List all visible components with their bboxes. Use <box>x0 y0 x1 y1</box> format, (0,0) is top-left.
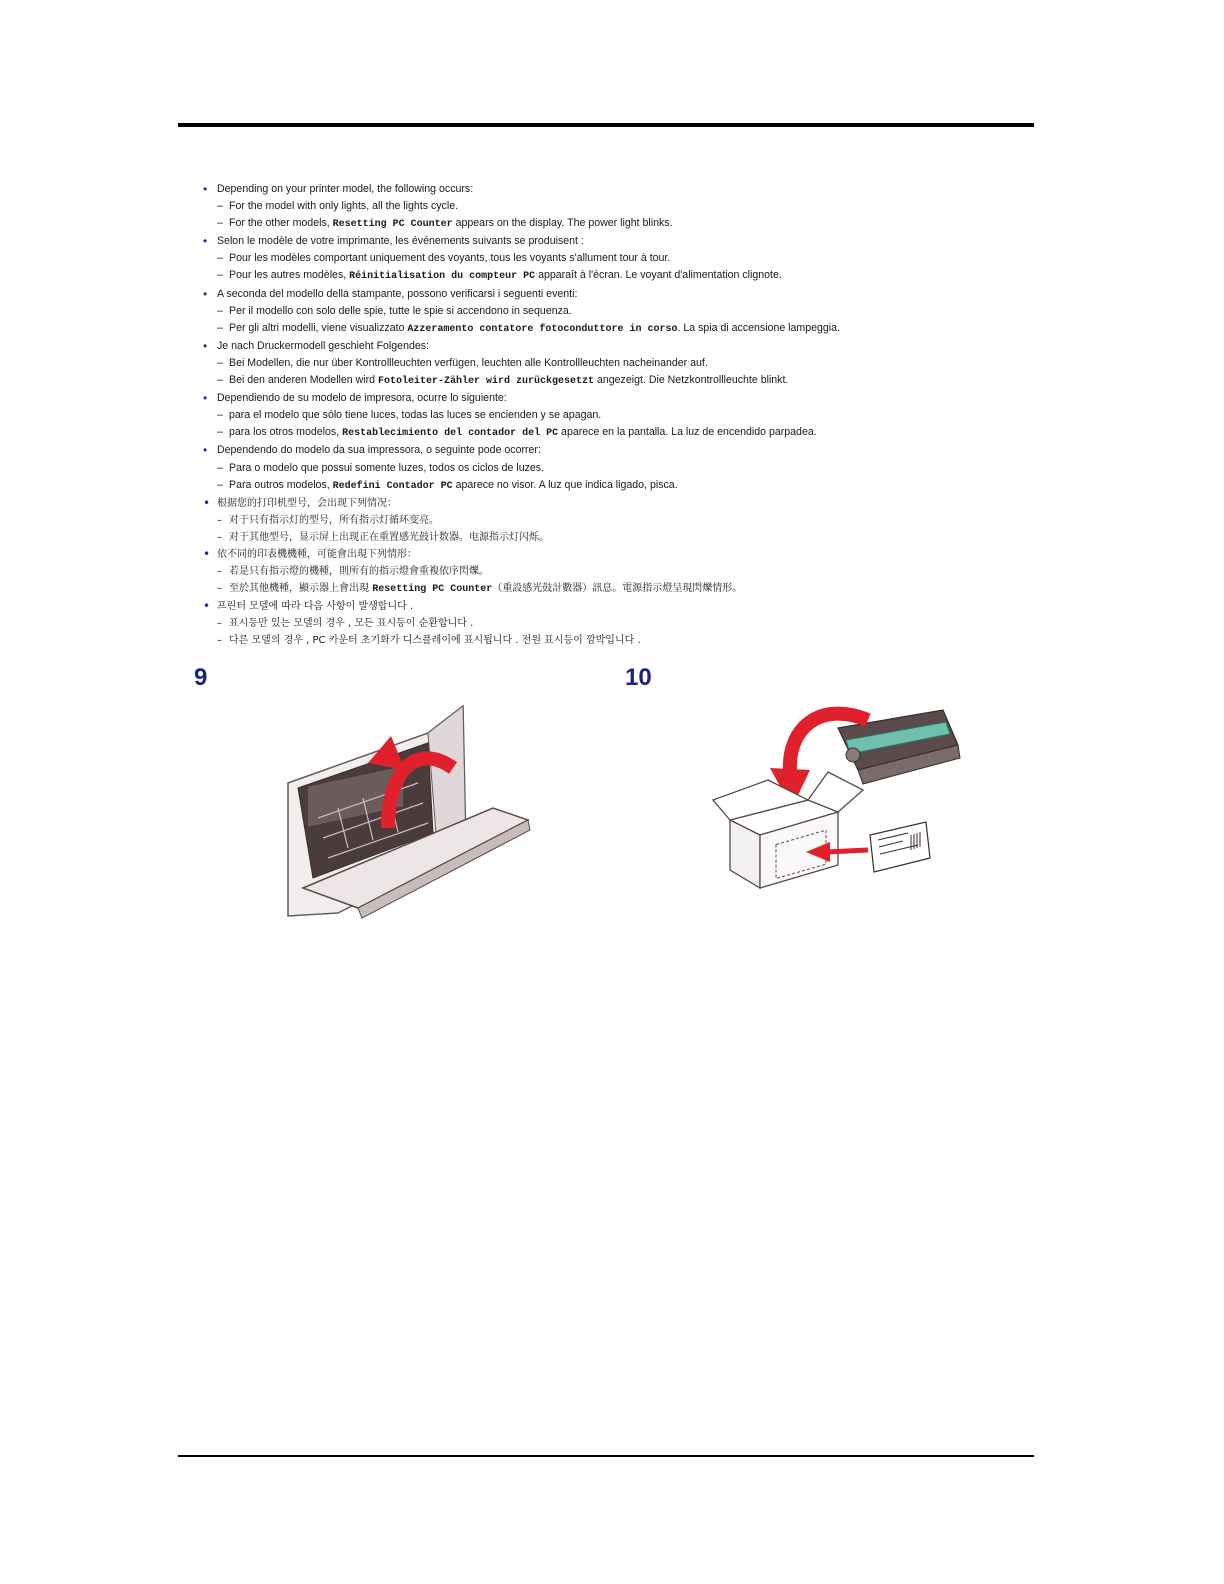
sub-item <box>203 215 1023 233</box>
sub-item <box>203 615 1023 632</box>
bullet-text: Dependiendo de su modelo de impresora, ocurre lo siguiente: <box>217 392 507 405</box>
sub-text: Bei den anderen Modellen wird <box>229 374 378 387</box>
bullet-item <box>203 286 1023 303</box>
sub-text: Bei Modellen, die nur über Kontrollleuchten verfügen, leuchten alle Kontrollleuchten nacheinander auf. <box>229 356 708 369</box>
sub-text: para el modelo que sólo tiene luces, todas las luces se encienden y se apagan. <box>229 409 602 422</box>
sub-text: Per il modello con solo delle spie, tutte le spie si accendono in sequenza. <box>229 304 572 317</box>
display-message: Restablecimiento del contador del PC <box>342 428 559 440</box>
sub-text: apparaît à l'écran. Le voyant d'alimentation clignote. <box>535 269 782 282</box>
display-message: Resetting PC Counter <box>332 219 453 231</box>
display-message: Redefini Contador PC <box>332 480 453 492</box>
sub-text: For the model with only lights, all the lights cycle. <box>229 200 459 213</box>
sub-item <box>203 407 1023 424</box>
bullet-text: Je nach Druckermodell geschieht Folgendes: <box>217 339 429 352</box>
bullet-item <box>203 598 1023 615</box>
bullet-item <box>203 546 1023 563</box>
bullet-text: Dependendo do modelo da sua impressora, o seguinte pode ocorrer: <box>217 444 541 457</box>
sub-item <box>203 424 1023 442</box>
sub-text: aparece no visor. A luz que indica ligado, pisca. <box>452 478 678 491</box>
sub-text: 至於其他機種，顯示器上會出現 <box>229 583 373 595</box>
sub-text: （重設感光鼓計數器）訊息。電源指示燈呈現閃爍情形。 <box>492 583 743 595</box>
sub-text: angezeigt. Die Netzkontrollleuchte blinkt. <box>594 374 789 387</box>
sub-text: 若是只有指示燈的機種，則所有的指示燈會重複依序閃爍。 <box>229 566 489 578</box>
bullet-text: Depending on your printer model, the following occurs: <box>217 183 474 195</box>
sub-text: Pour les modèles comportant uniquement des voyants, tous les voyants s'allument tour à tour. <box>229 252 671 265</box>
bullet-text: 根据您的打印机型号，会出现下列情况： <box>217 497 397 509</box>
step-number-10: 10 <box>625 664 652 691</box>
sub-item <box>203 355 1023 372</box>
printer-open-door-illustration <box>278 698 538 923</box>
display-message: Réinitialisation du compteur PC <box>349 271 536 283</box>
sub-item <box>203 460 1023 477</box>
bullet-text: 프린터 모델에 따라 다음 사항이 발생합니다 . <box>217 601 414 613</box>
sub-text: para los otros modelos, <box>229 426 343 439</box>
sub-item <box>203 529 1023 546</box>
top-rule <box>178 123 1034 127</box>
sub-text: 표시등만 있는 모델의 경우 , 모든 표시등이 순환합니다 . <box>229 618 474 630</box>
step-number-9: 9 <box>194 664 208 691</box>
return-package-illustration <box>708 700 968 895</box>
sub-text: appears on the display. The power light blinks. <box>452 217 673 230</box>
sub-item <box>203 267 1023 285</box>
sub-item <box>203 563 1023 580</box>
bullet-text: Selon le modèle de votre imprimante, les événements suivants se produisent : <box>217 235 584 248</box>
sub-text: Pour les autres modèles, <box>229 269 350 282</box>
sub-text: Per gli altri modelli, viene visualizzato <box>229 321 408 334</box>
bullet-item <box>203 390 1023 407</box>
sub-item <box>203 372 1023 390</box>
sub-text: . La spia di accensione lampeggia. <box>677 321 840 334</box>
sub-item <box>203 632 1023 649</box>
sub-text: Para outros modelos, <box>229 478 333 491</box>
sub-text: Para o modelo que possui somente luzes, todos os ciclos de luzes. <box>229 461 545 474</box>
sub-text: 对于只有指示灯的型号，所有指示灯循环变亮。 <box>229 514 439 526</box>
bullet-item <box>203 442 1023 459</box>
sub-text: 다른 모델의 경우 , PC 카운터 초기화가 디스플레이에 표시됩니다 . 전원 표시등이 깜박입니다 . <box>229 635 641 647</box>
sub-item <box>203 250 1023 267</box>
bullet-text: 依不同的印表機機種，可能會出現下列情形： <box>217 548 417 560</box>
instruction-text <box>203 181 1023 650</box>
sub-item <box>203 580 1023 598</box>
bullet-item <box>203 181 1023 198</box>
sub-item <box>203 512 1023 529</box>
bullet-text: A seconda del modello della stampante, possono verificarsi i seguenti eventi: <box>217 287 578 300</box>
sub-text: aparece en la pantalla. La luz de encendido parpadea. <box>558 426 817 439</box>
sub-item <box>203 320 1023 338</box>
display-message: Fotoleiter-Zähler wird zurückgesetzt <box>378 376 595 388</box>
display-message: Resetting PC Counter <box>372 584 493 596</box>
sub-text: 对于其他型号，显示屏上出现正在重置感光鼓计数器。电源指示灯闪烁。 <box>229 531 549 543</box>
bullet-item <box>203 233 1023 250</box>
sub-item <box>203 477 1023 495</box>
bottom-rule <box>178 1455 1034 1457</box>
display-message: Azzeramento contatore fotoconduttore in corso <box>407 323 678 335</box>
bullet-item <box>203 338 1023 355</box>
sub-item <box>203 303 1023 320</box>
sub-text: For the other models, <box>229 217 333 230</box>
bullet-item <box>203 495 1023 512</box>
sub-item <box>203 198 1023 215</box>
